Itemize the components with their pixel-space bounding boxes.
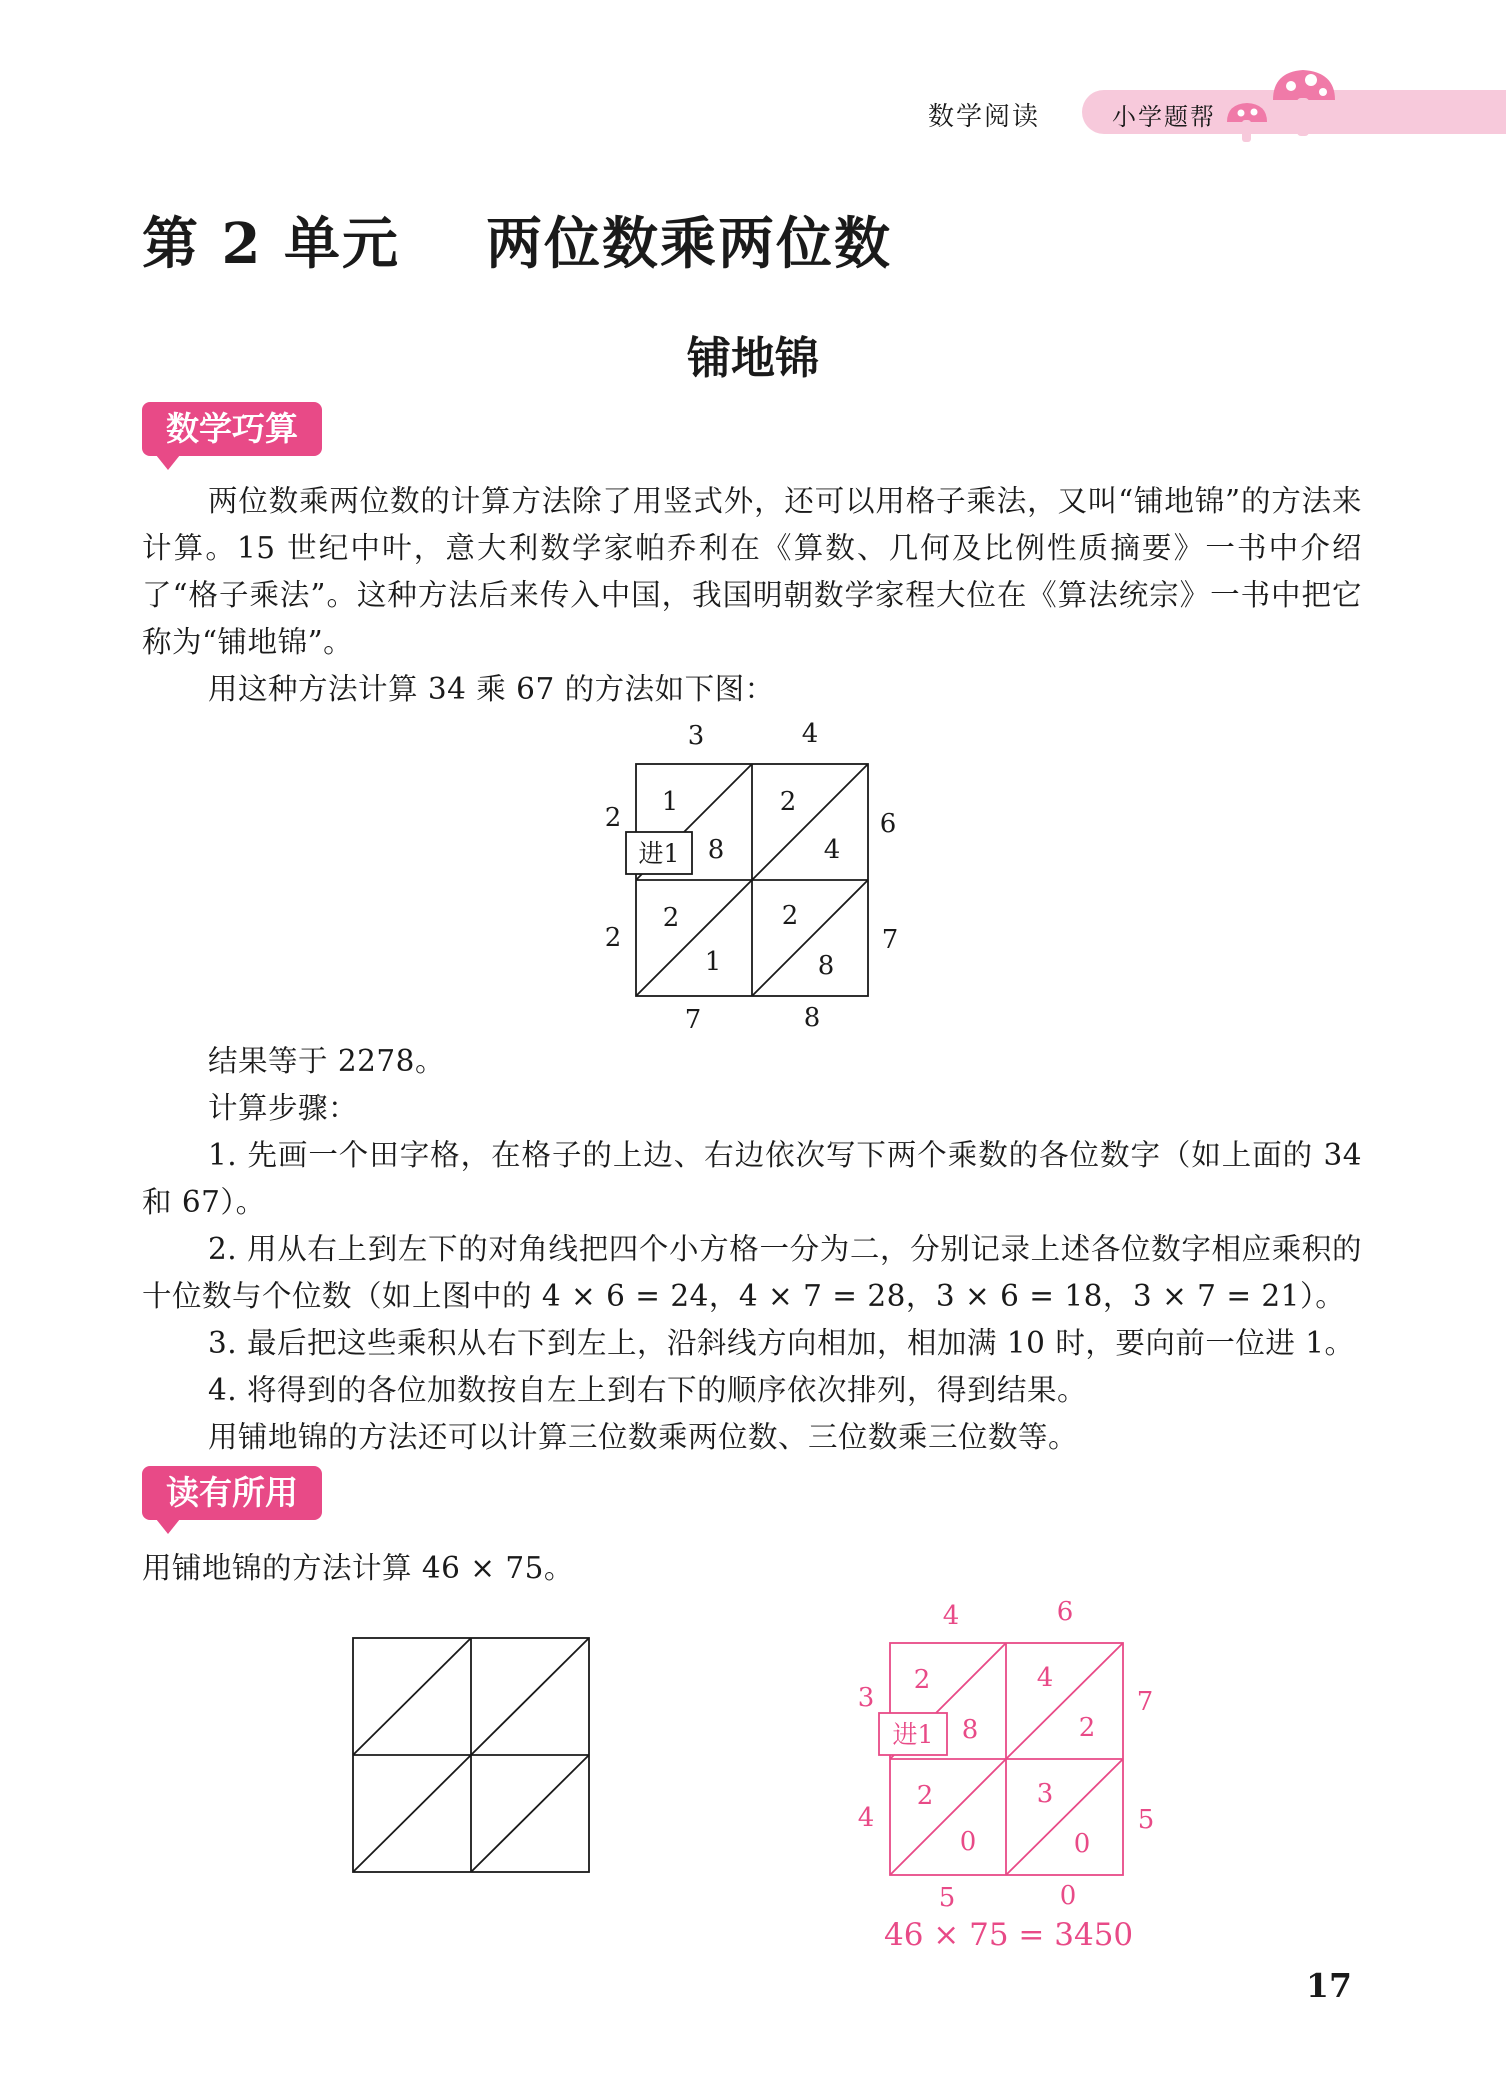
g1-cell-br-tens: 2: [781, 901, 799, 931]
g2-right-digit-1: 7: [1136, 1687, 1154, 1717]
g1-cell-bl-ones: 1: [704, 947, 722, 977]
result-line: 结果等于 2278。: [208, 1044, 445, 1078]
step-1: 1. 先画一个田字格，在格子的上边、右边依次写下两个乘数的各位数字（如上面的 34 和 67）。: [142, 1138, 1362, 1219]
question-text: 用铺地锦的方法计算 46 × 75。: [142, 1551, 574, 1585]
g1-cell-br-ones: 8: [817, 951, 835, 981]
g1-cell-tl-ones: 8: [707, 835, 725, 865]
g2-cell-br-tens: 3: [1036, 1779, 1054, 1809]
g1-top-digit-1: 3: [687, 721, 705, 751]
intro-paragraph: 两位数乘两位数的计算方法除了用竖式外，还可以用格子乘法，又叫“铺地锦”的方法来计算。15 世纪中叶，意大利数学家帕乔利在《算数、几何及比例性质摘要》一书中介绍了“格子乘法”。这种方法后来传入中国，我国明朝数学家程大位在《算法统宗》一书中把它称为“铺地锦”。: [142, 484, 1362, 659]
g2-top-digit-1: 4: [942, 1601, 960, 1631]
g1-carry-label: 进1: [638, 839, 680, 868]
steps-title: 计算步骤：: [208, 1091, 359, 1125]
g1-bottom-digit-2: 8: [803, 1003, 821, 1033]
section-tag-apply: 读有所用: [142, 1466, 322, 1520]
header-book-title: 数学阅读: [928, 102, 1041, 132]
g2-left-digit-2: 4: [857, 1803, 875, 1833]
g2-left-digit-1: 3: [857, 1683, 875, 1713]
article-title: 铺地锦: [687, 333, 819, 384]
g2-bottom-digit-1: 5: [938, 1883, 956, 1913]
g1-cell-bl-tens: 2: [662, 903, 680, 933]
step-4: 4. 将得到的各位加数按自左上到右下的顺序依次排列，得到结果。: [208, 1373, 1088, 1407]
g1-left-digit-1: 2: [604, 803, 622, 833]
g2-cell-tl-tens: 2: [913, 1665, 931, 1695]
section-tag-clever-calc: 数学巧算: [142, 402, 322, 456]
g1-top-digit-2: 4: [801, 719, 819, 749]
answer-equation: 46 × 75 = 3450: [884, 1917, 1134, 1953]
g2-cell-br-ones: 0: [1073, 1829, 1091, 1859]
g2-cell-tr-tens: 4: [1036, 1663, 1054, 1693]
g2-bottom-digit-2: 0: [1059, 1881, 1077, 1911]
header-series-title: 小学题帮: [1112, 103, 1216, 131]
g2-cell-tl-ones: 8: [961, 1715, 979, 1745]
g2-carry-label: 进1: [892, 1720, 934, 1749]
g2-cell-bl-ones: 0: [959, 1827, 977, 1857]
g2-right-digit-2: 5: [1137, 1805, 1155, 1835]
g1-left-digit-2: 2: [604, 923, 622, 953]
example-intro: 用这种方法计算 34 乘 67 的方法如下图：: [208, 672, 775, 706]
step-2: 2. 用从右上到左下的对角线把四个小方格一分为二，分别记录上述各位数字相应乘积的十位数与个位数（如上图中的 4 × 6 = 24，4 × 7 = 28，3 × 6 = 18，3 × 7 = 21）。: [142, 1232, 1362, 1313]
page-number: 17: [1306, 1966, 1352, 2005]
g2-cell-bl-tens: 2: [916, 1781, 934, 1811]
closing-line: 用铺地锦的方法还可以计算三位数乘两位数、三位数乘三位数等。: [208, 1420, 1079, 1454]
unit-title: 第 2 单元 两位数乘两位数: [142, 211, 892, 277]
g1-right-digit-2: 7: [881, 925, 899, 955]
g2-cell-tr-ones: 2: [1078, 1713, 1096, 1743]
g1-cell-tr-ones: 4: [823, 835, 841, 865]
step-3: 3. 最后把这些乘积从右下到左上，沿斜线方向相加，相加满 10 时，要向前一位进 1。: [208, 1326, 1355, 1360]
g1-cell-tr-tens: 2: [779, 787, 797, 817]
g2-top-digit-2: 6: [1056, 1597, 1074, 1627]
g1-cell-tl-tens: 1: [661, 787, 679, 817]
g1-bottom-digit-1: 7: [684, 1005, 702, 1035]
g1-right-digit-1: 6: [879, 809, 897, 839]
